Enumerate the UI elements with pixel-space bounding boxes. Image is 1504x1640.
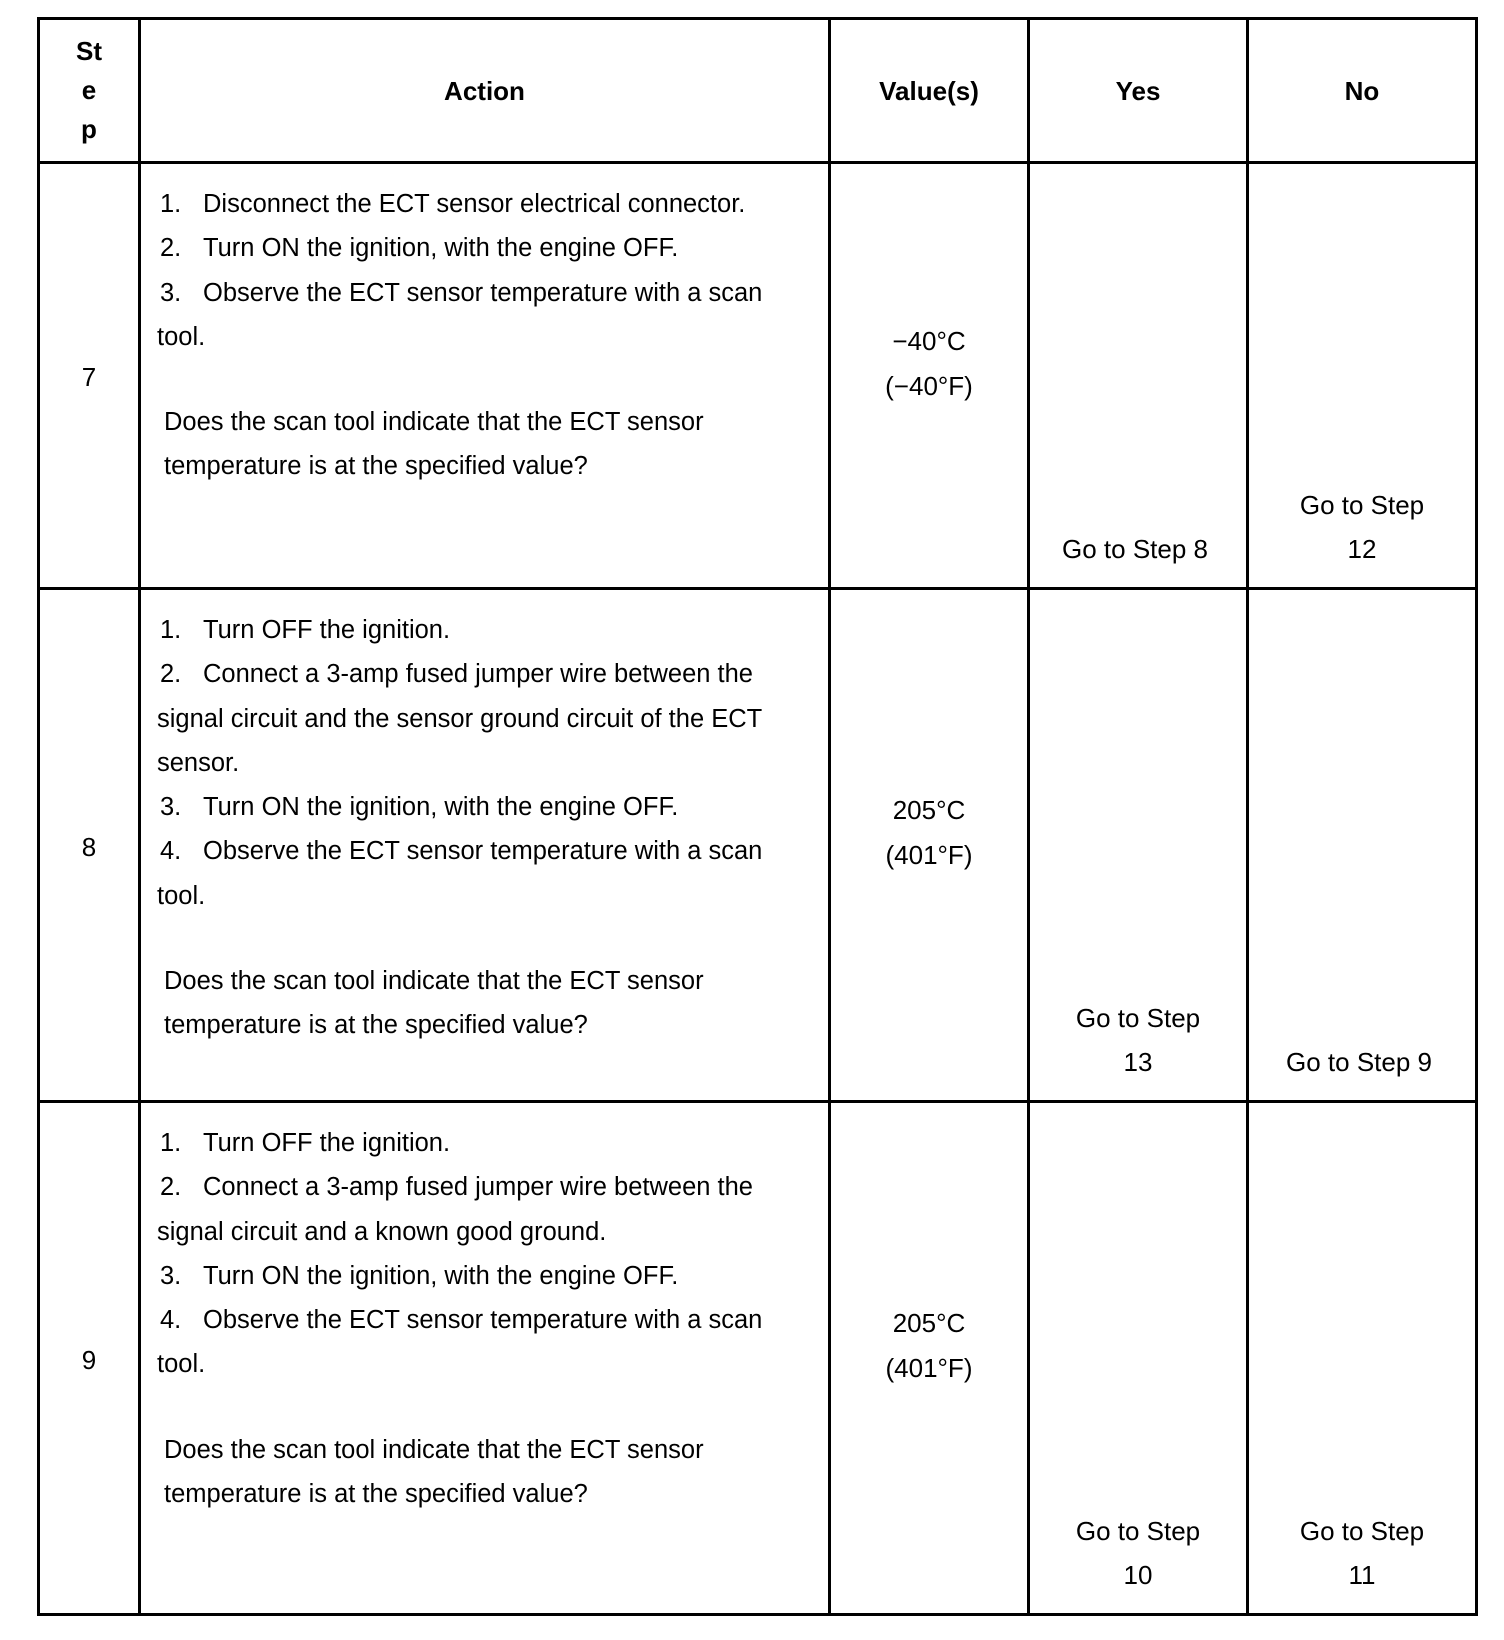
action-step: 2. Connect a 3-amp fused jumper wire between the signal circuit and a known good ground. <box>157 1173 753 1246</box>
value-cell <box>830 163 1029 589</box>
action-cell <box>140 163 830 589</box>
header-yes: Yes <box>1029 19 1248 163</box>
action-step: 2. Connect a 3-amp fused jumper wire between the signal circuit and the sensor ground circuit of the ECT sensor. <box>157 660 762 777</box>
value-celsius: 205°C <box>892 795 966 825</box>
action-cell <box>140 589 830 1102</box>
header-no: No <box>1248 19 1477 163</box>
action-question: Does the scan tool indicate that the ECT sensor temperature is at the specified value? <box>164 967 704 1040</box>
header-action: Action <box>140 19 830 163</box>
action-step: 2. Turn ON the ignition, with the engine OFF. <box>160 234 679 263</box>
value-fahrenheit: (401°F) <box>885 840 973 870</box>
table-row-step-8 <box>39 589 1477 1102</box>
action-step: 3. Turn ON the ignition, with the engine OFF. <box>160 793 679 822</box>
table-row-step-7 <box>39 163 1477 589</box>
header-row <box>39 19 1477 163</box>
table-row-step-9 <box>39 1102 1477 1615</box>
action-step: 1. Disconnect the ECT sensor electrical connector. <box>160 190 746 218</box>
header-step: Step <box>39 19 140 163</box>
no-cell: Go to Step 12 <box>1248 163 1477 589</box>
no-cell: Go to Step 11 <box>1248 1102 1477 1615</box>
action-step: 1. Turn OFF the ignition. <box>160 1129 451 1157</box>
value-cell <box>830 589 1029 1102</box>
step-number: 7 <box>39 163 140 589</box>
action-step: 4. Observe the ECT sensor temperature with a scan tool. <box>157 837 763 910</box>
yes-cell: Go to Step 8 <box>1029 163 1248 589</box>
yes-cell: Go to Step 13 <box>1029 589 1248 1102</box>
action-question: Does the scan tool indicate that the ECT sensor temperature is at the specified value? <box>164 408 704 481</box>
diagnostic-table <box>37 17 1478 1616</box>
header-values: Value(s) <box>830 19 1029 163</box>
yes-cell: Go to Step 10 <box>1029 1102 1248 1615</box>
action-step: 3. Turn ON the ignition, with the engine OFF. <box>160 1261 679 1290</box>
value-fahrenheit: (401°F) <box>885 1353 973 1383</box>
value-cell <box>830 1102 1029 1615</box>
step-number: 9 <box>39 1102 140 1615</box>
no-cell: Go to Step 9 <box>1248 589 1477 1102</box>
action-step: 1. Turn OFF the ignition. <box>160 616 451 644</box>
action-question: Does the scan tool indicate that the ECT sensor temperature is at the specified value? <box>164 1435 704 1509</box>
action-step: 3. Observe the ECT sensor temperature with a scan tool. <box>157 278 763 351</box>
value-fahrenheit: (−40°F) <box>885 370 973 401</box>
step-number: 8 <box>39 589 140 1102</box>
action-cell <box>140 1102 830 1615</box>
value-celsius: 205°C <box>892 1308 966 1338</box>
action-step: 4. Observe the ECT sensor temperature with a scan tool. <box>157 1306 763 1379</box>
value-celsius: −40°C <box>892 325 966 356</box>
